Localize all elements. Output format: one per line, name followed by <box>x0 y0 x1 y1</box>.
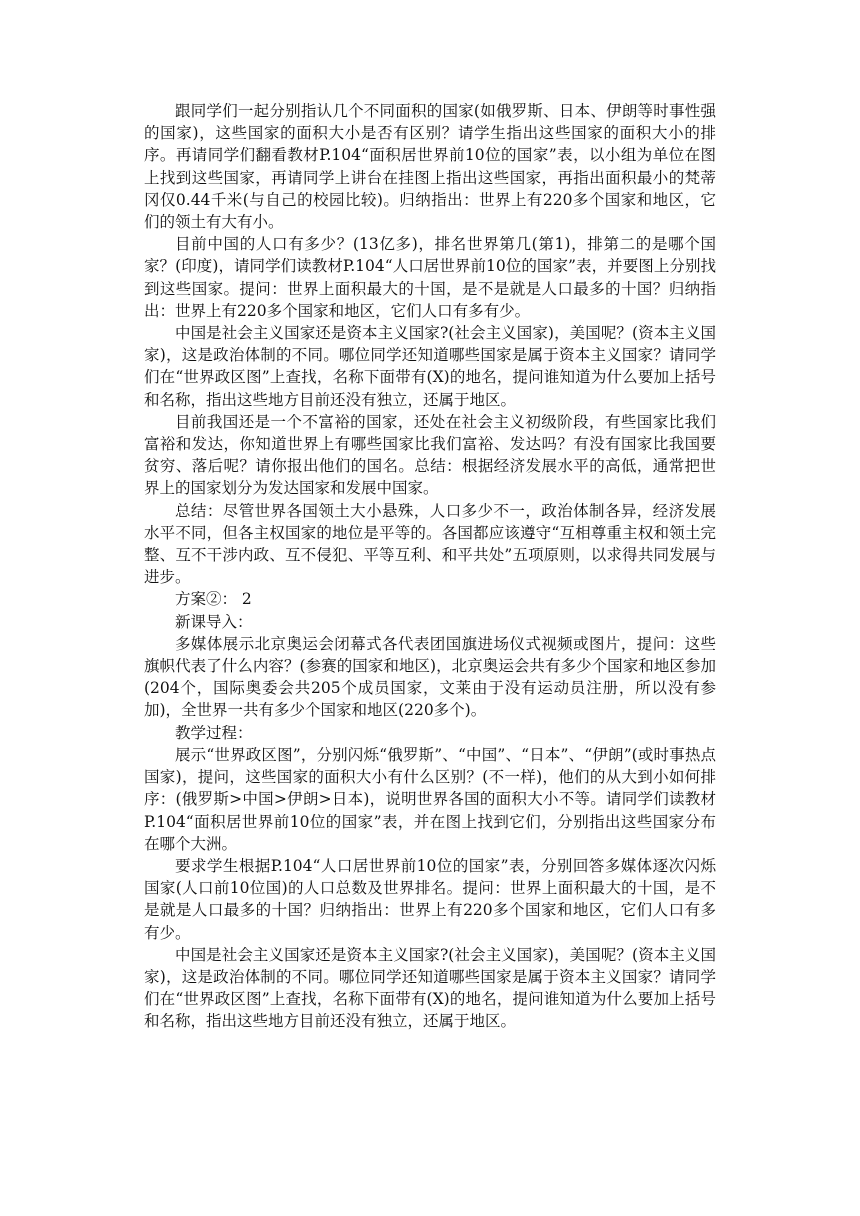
paragraph: 要求学生根据P.104“人口居世界前10位的国家”表，分别回答多媒体逐次闪烁国家(人口前10位国)的人口总数及世界排名。提问：世界上面积最大的十国，是不是就是人口最多的十国？归纳指出：世界上有220多个国家和地区，它们人口有多有少。 <box>144 856 716 942</box>
section-label: 教学过程： <box>175 723 253 742</box>
section-label: 新课导入： <box>175 612 253 631</box>
paragraph: 目前中国的人口有多少？(13亿多)，排名世界第几(第1)，排第二的是哪个国家？(印度)，请同学们读教材P.104“人口居世界前10位的国家”表，并要图上分别找到这些国家。提问：世界上面积最大的十国，是不是就是人口最多的十国？归纳指出：世界上有220多个国家和地区，它们人口有多有少。 <box>144 235 716 320</box>
section-label: 方案②： 2 <box>175 590 252 609</box>
paragraph: 目前我国还是一个不富裕的国家，还处在社会主义初级阶段，有些国家比我们富裕和发达，你知道世界上有哪些国家比我们富裕、发达吗？有没有国家比我国要贫穷、落后呢？请你报出他们的国名。总结：根据经济发展水平的高低，通常把世界上的国家划分为发达国家和发展中国家。 <box>144 412 716 498</box>
paragraph: 多媒体展示北京奥运会闭幕式各代表团国旗进场仪式视频或图片，提问：这些旗帜代表了什么内容？(参赛的国家和地区)，北京奥运会共有多少个国家和地区参加(204个，国际奥委会共205个成员国家，文莱由于没有运动员注册，所以没有参加)，全世界一共有多少个国家和地区(220多个)。 <box>144 634 716 720</box>
document-page <box>144 100 716 1033</box>
paragraph: 跟同学们一起分别指认几个不同面积的国家(如俄罗斯、日本、伊朗等时事性强的国家)，这些国家的面积大小是否有区别？请学生指出这些国家的面积大小的排序。再请同学们翻看教材P.104“面积居世界前10位的国家”表，以小组为单位在图上找到这些国家，再请同学上讲台在挂图上指出这些国家，再指出面积最小的梵蒂冈仅0.44千米(与自己的校园比较)。归纳指出：世界上有220多个国家和地区，它们的领土有大有小。 <box>144 102 716 232</box>
paragraph: 中国是社会主义国家还是资本主义国家?(社会主义国家)，美国呢？(资本主义国家)，这是政治体制的不同。哪位同学还知道哪些国家是属于资本主义国家？请同学们在“世界政区图”上查找，名称下面带有(X)的地名，提问谁知道为什么要加上括号和名称，指出这些地方目前还没有独立，还属于地区。 <box>144 324 716 409</box>
paragraph: 展示“世界政区图”，分别闪烁“俄罗斯”、“中国”、“日本”、“伊朗”(或时事热点国家)，提问，这些国家的面积大小有什么区别？(不一样)，他们的从大到小如何排序：(俄罗斯>中国>伊朗>日本)，说明世界各国的面积大小不等。请同学们读教材P.104“面积居世界前10位的国家”表，并在图上找到它们，分别指出这些国家分布在哪个大洲。 <box>144 745 716 853</box>
paragraph: 中国是社会主义国家还是资本主义国家?(社会主义国家)，美国呢？(资本主义国家)，这是政治体制的不同。哪位同学还知道哪些国家是属于资本主义国家？请同学们在“世界政区图”上查找，名称下面带有(X)的地名，提问谁知道为什么要加上括号和名称，指出这些地方目前还没有独立，还属于地区。 <box>144 945 716 1031</box>
paragraph: 总结：尽管世界各国领土大小悬殊，人口多少不一，政治体制各异，经济发展水平不同，但各主权国家的地位是平等的。各国都应该遵守“互相尊重主权和领土完整、互不干涉内政、互不侵犯、平等互利、和平共处”五项原则，以求得共同发展与进步。 <box>144 501 716 587</box>
